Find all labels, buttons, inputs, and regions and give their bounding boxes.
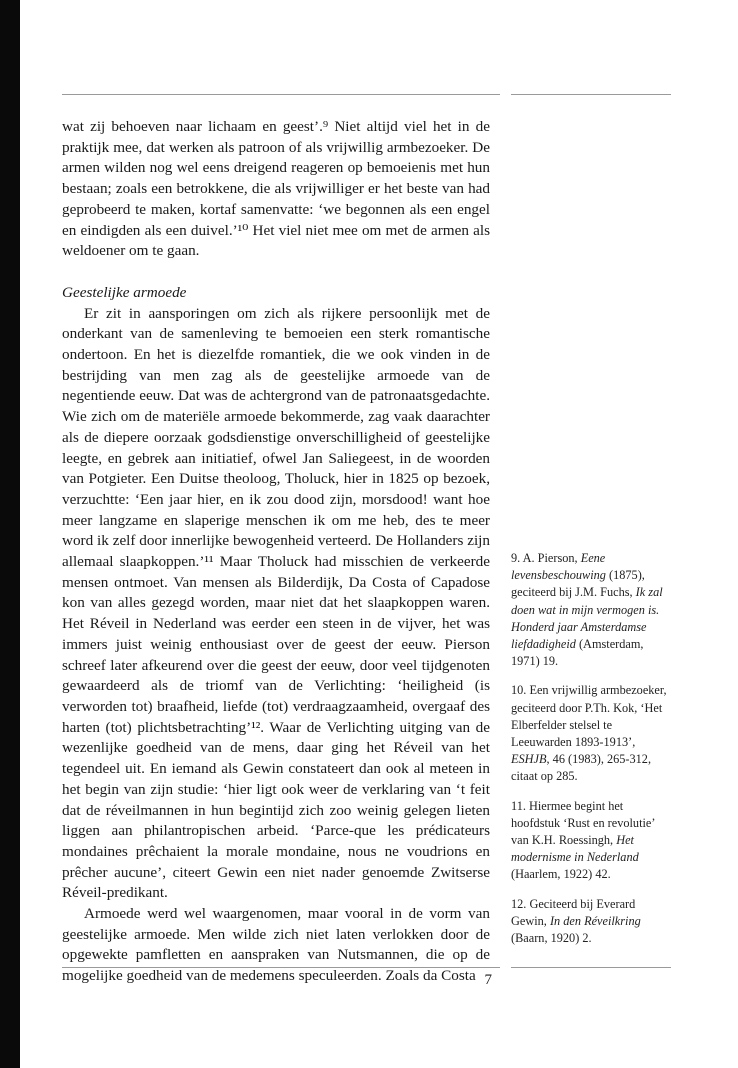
paragraph-2: Er zit in aansporingen om zich als rijkere persoonlijk met de onderkant van de samenleving te bemoeien een sterk romantische ondertoon. En het is diezelfde romantiek, die we ook vinden in de bestrijding van men zag als de geestelijke armoede van de negentiende eeuw. Dat was de achtergrond van de patronaatsgedachte. Wie zich om de materiële armoede bekommerde, zag vaak daarachter als de diepere oorzaak godsdienstige onverschilligheid of geestelijke leegte, en gebrek aan initiatief, ofwel Jan Saliegeest, in de woorden van Potgieter. Een Duitse theoloog, Tholuck, hier in 1825 op bezoek, verzuchtte: ‘Een jaar hier, en ik zou dood zijn, morsdood! want hoe meer langzame en slaperige menschen ik om me heb, des te meer word ik zelf door innerlijke bewogenheid verteerd. De Hollanders zijn allemaal slaapkoppen.’¹¹ Maar Tholuck had misschien de verkeerde mensen ontmoet. Van mensen als Bilderdijk, Da Costa of Capadose kon van alles gezegd worden, maar niet dat het slaapkoppen waren. Het Réveil in Nederland was eerder een steen in de vijver, het was immers juist weinig enthousiast over de geest der eeuw. Pierson schreef later afkeurend over die geest der eeuw, door veel tijdgenoten gewaardeerd als de triomf van de Verlichting: ‘heiligheid (is verworden tot) braafheid, liefde (tot) verdraagzaamheid, overgaaf des harten (tot) plichtsbetrachting’¹². Waar de Verlichting uitging van de wezenlijke goedheid van de mens, daar ging het Réveil van het tegendeel uit. En iemand als Gewin constateert dan ook al meteen in het begin van zijn studie: ‘hier ligt ook weer de verklaring van ‘t feit dat de réveilmannen in hun begintijd zich zoo weinig gelegen lieten liggen aan philantropischen arbeid. ‘Parce-que les prédicateurs mondaines prêchaient la morale mondaine, nous ne voudrions en prêcher aucune’, citeert Gewin een niet nader genoemde Zwitserse Réveil-predikant. xyxy=(62,304,490,902)
footnote-text: (Baarn, 1920) 2. xyxy=(511,931,592,946)
footnote-title: ESHJB xyxy=(511,752,547,767)
footnote-text: (Haarlem, 1922) 42. xyxy=(511,867,611,882)
paragraph-3: Armoede werd wel waargenomen, maar vooral in de vorm van geestelijke armoede. Men wilde zich niet laten verlokken door de opgewekte pamfletten en aanspraken van Nutsmannen, die op de mogelijke goedheid van de medemens speculeerden. Zoals da Costa xyxy=(62,905,490,985)
footnotes-column xyxy=(511,550,671,959)
footnote-text: (Amsterdam, 1971) 19. xyxy=(511,637,644,669)
footnote-text: , 46 (1983), 265-312, citaat op 285. xyxy=(511,752,652,784)
footnote-12 xyxy=(511,896,671,948)
footnote-10 xyxy=(511,682,671,785)
bottom-rule-sidebar xyxy=(511,967,671,968)
footnote-text: 12. Geciteerd bij Everard Gewin, xyxy=(511,896,636,928)
footnote-text: 11. Hiermee begint het hoofdstuk ‘Rust en revolutie’ van K.H. Roessingh, xyxy=(511,798,655,848)
footnote-text: 9. A. Pierson, xyxy=(511,551,581,565)
paragraph-1: wat zij behoeven naar lichaam en geest’.⁹ Niet altijd viel het in de praktijk mee, dat werken als patroon of als vrijwillig armbezoeker. De armen wilden nog wel eens dreigend reageren op bemoeienis met hun bestaan; zoals een betrokkene, die als vrijwilliger er het beste van had geprobeerd te maken, kortaf samenvatte: ‘we begonnen als een engel en eindigden als een duivel.’¹⁰ Het viel niet mee om met de armen als weldoener om te gaan. xyxy=(62,118,490,260)
section-heading: Geestelijke armoede xyxy=(62,283,187,301)
bottom-rule-main xyxy=(62,967,500,968)
footnote-text: (1875), geciteerd bij J.M. Fuchs, xyxy=(511,568,645,600)
footnote-11 xyxy=(511,798,671,884)
section-gap xyxy=(62,262,490,283)
footnote-9 xyxy=(511,550,671,670)
main-text-column xyxy=(62,117,490,987)
footnote-text: 10. Een vrijwillig armbezoeker, geciteerd door P.Th. Kok, ‘Het Elberfelder stelsel te Leeuwarden 1893-1913’, xyxy=(511,683,667,750)
page-number: 7 xyxy=(484,972,492,988)
footnote-title: In den Réveilkring xyxy=(549,913,641,928)
footnote-title: Eene levensbeschouwing xyxy=(511,551,606,583)
scan-edge xyxy=(0,0,20,1068)
top-rule-main xyxy=(62,94,500,95)
footnote-title: Het modernisme in Nederland xyxy=(511,833,639,865)
top-rule-sidebar xyxy=(511,94,671,95)
footnote-title: Ik zal doen wat in mijn vermogen is. Honderd jaar Amsterdamse liefdadigheid xyxy=(511,585,663,652)
